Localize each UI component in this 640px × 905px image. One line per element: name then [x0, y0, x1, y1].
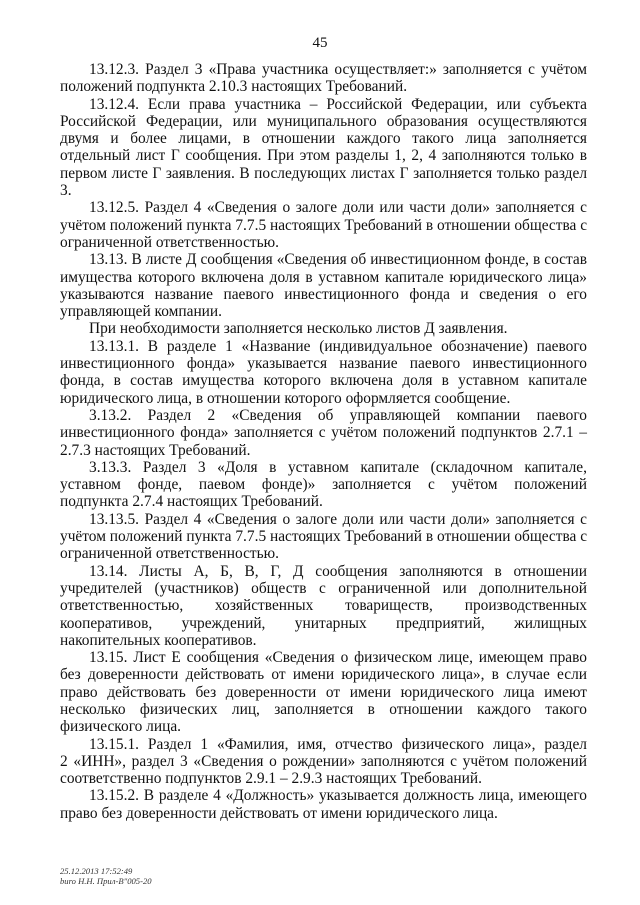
page-number: 45	[312, 35, 328, 51]
paragraph	[60, 407, 587, 459]
paragraph-line: 3.13.2. Раздел 2 «Сведения об управляющей компании паевого	[89, 406, 587, 424]
paragraph	[60, 199, 587, 251]
paragraph-line: 13.12.5. Раздел 4 «Сведения о залоге доли или части доли» заполняется с	[89, 199, 587, 217]
paragraph-line: учредителей (участников) обществ с ограниченной или дополнительной	[60, 579, 587, 597]
paragraph-line: 13.15. Лист Е сообщения «Сведения о физическом лице, имеющем право	[89, 649, 587, 667]
paragraph-line: без доверенности действовать от имени юридического лица», в случае если	[60, 666, 587, 684]
paragraph-line: 13.13. В листе Д сообщения «Сведения об инвестиционном фонде, в состав	[89, 251, 587, 269]
paragraph	[60, 511, 587, 563]
paragraph	[60, 459, 587, 511]
paragraph-line: 13.15.1. Раздел 1 «Фамилия, имя, отчество физического лица», раздел	[89, 735, 587, 753]
paragraph-line: несколько физических лиц, заполняется в отношении каждого такого	[60, 700, 587, 718]
paragraph-line: 3.	[60, 182, 72, 200]
paragraph-line: ответственностью, хозяйственных товариществ, производственных	[60, 597, 587, 615]
paragraph-line: ограниченной ответственностью.	[60, 233, 280, 251]
paragraph-line: инвестиционного фонда» указывается название паевого инвестиционного	[60, 355, 587, 373]
paragraph-line: 3.13.3. Раздел 3 «Доля в уставном капитале (складочном капитале,	[89, 458, 587, 476]
paragraph-line: При необходимости заполняется несколько листов Д заявления.	[89, 320, 508, 338]
paragraph-line: 2 «ИНН», раздел 3 «Сведения о рождении» заполняются с учётом положений	[60, 752, 587, 770]
document-footer	[60, 866, 152, 886]
paragraph-line: ограниченной ответственностью.	[60, 545, 280, 563]
paragraph-line: инвестиционного фонда» заполняется с учётом положений подпунктов 2.7.1 –	[60, 424, 587, 442]
paragraph	[60, 320, 587, 337]
paragraph	[60, 563, 587, 649]
paragraph-line: уставном фонде, паевом фонде)» заполняется с учётом положений	[60, 476, 587, 494]
paragraph-line: учётом положений пункта 7.7.5 настоящих Требований в отношении общества с	[60, 216, 588, 234]
paragraph-line: физического лица.	[60, 718, 182, 736]
paragraph-line: 13.12.4. Если права участника – Российской Федерации, или субъекта	[89, 95, 587, 113]
paragraph-line: 13.14. Листы А, Б, В, Г, Д сообщения заполняются в отношении	[89, 562, 587, 580]
paragraph-line: первом листе Г заявления. В последующих листах Г заполняется только раздел	[60, 164, 587, 182]
paragraph	[60, 736, 587, 788]
paragraph-line: соответственно подпунктов 2.9.1 – 2.9.3 настоящих Требований.	[60, 770, 482, 788]
paragraph-line: фонда, в состав имущества которого включена доля в уставном капитале	[60, 372, 587, 390]
paragraph-line: 2.7.3 настоящих Требований.	[60, 441, 251, 459]
paragraph-line: Российской Федерации, или муниципального образования осуществляются	[60, 112, 587, 130]
paragraph-line: положений подпункта 2.10.3 настоящих Требований.	[60, 78, 408, 96]
paragraph	[60, 251, 587, 320]
paragraph-line: 13.12.3. Раздел 3 «Права участника осуществляет:» заполняется с учётом	[89, 61, 587, 78]
document-body	[60, 61, 587, 822]
paragraph	[60, 649, 587, 735]
paragraph-line: имущества которого включена доля в уставном капитале юридического лица»	[60, 268, 587, 286]
paragraph	[60, 787, 587, 822]
paragraph-line: подпункта 2.7.4 настоящих Требований.	[60, 493, 323, 511]
paragraph	[60, 96, 587, 200]
paragraph-line: управляющей компании.	[60, 303, 223, 321]
paragraph-line: отдельный лист Г сообщения. При этом разделы 1, 2, 4 заполняются только в	[60, 147, 587, 165]
paragraph-line: 13.13.1. В разделе 1 «Название (индивидуальное обозначение) паевого	[89, 337, 587, 355]
paragraph-line: учётом положений пункта 7.7.5 настоящих Требований в отношении общества с	[60, 528, 588, 546]
paragraph	[60, 61, 587, 96]
footer-reference: buro Н.Н. Прил-В"005-20	[60, 876, 152, 886]
paragraph-line: 13.15.2. В разделе 4 «Должность» указывается должность лица, имеющего	[89, 787, 587, 805]
footer-timestamp: 25.12.2013 17:52:49	[60, 866, 133, 876]
paragraph-line: двумя и более лицами, в отношении каждого такого лица заполняется	[60, 130, 587, 148]
paragraph-line: накопительных кооперативов.	[60, 631, 257, 649]
paragraph-line: юридического лица, в отношении которого оформляется сообщение.	[60, 389, 511, 407]
paragraph	[60, 338, 587, 407]
paragraph-line: 13.13.5. Раздел 4 «Сведения о залоге доли или части доли» заполняется с	[89, 510, 587, 528]
paragraph-line: указываются название паевого инвестиционного фонда и сведения о его	[60, 285, 587, 303]
paragraph-line: право действовать без доверенности от имени юридического лица имеют	[60, 683, 587, 701]
paragraph-line: право без доверенности действовать от имени юридического лица.	[60, 804, 498, 822]
paragraph-line: кооперативов, учреждений, унитарных предприятий, жилищных	[60, 614, 587, 632]
